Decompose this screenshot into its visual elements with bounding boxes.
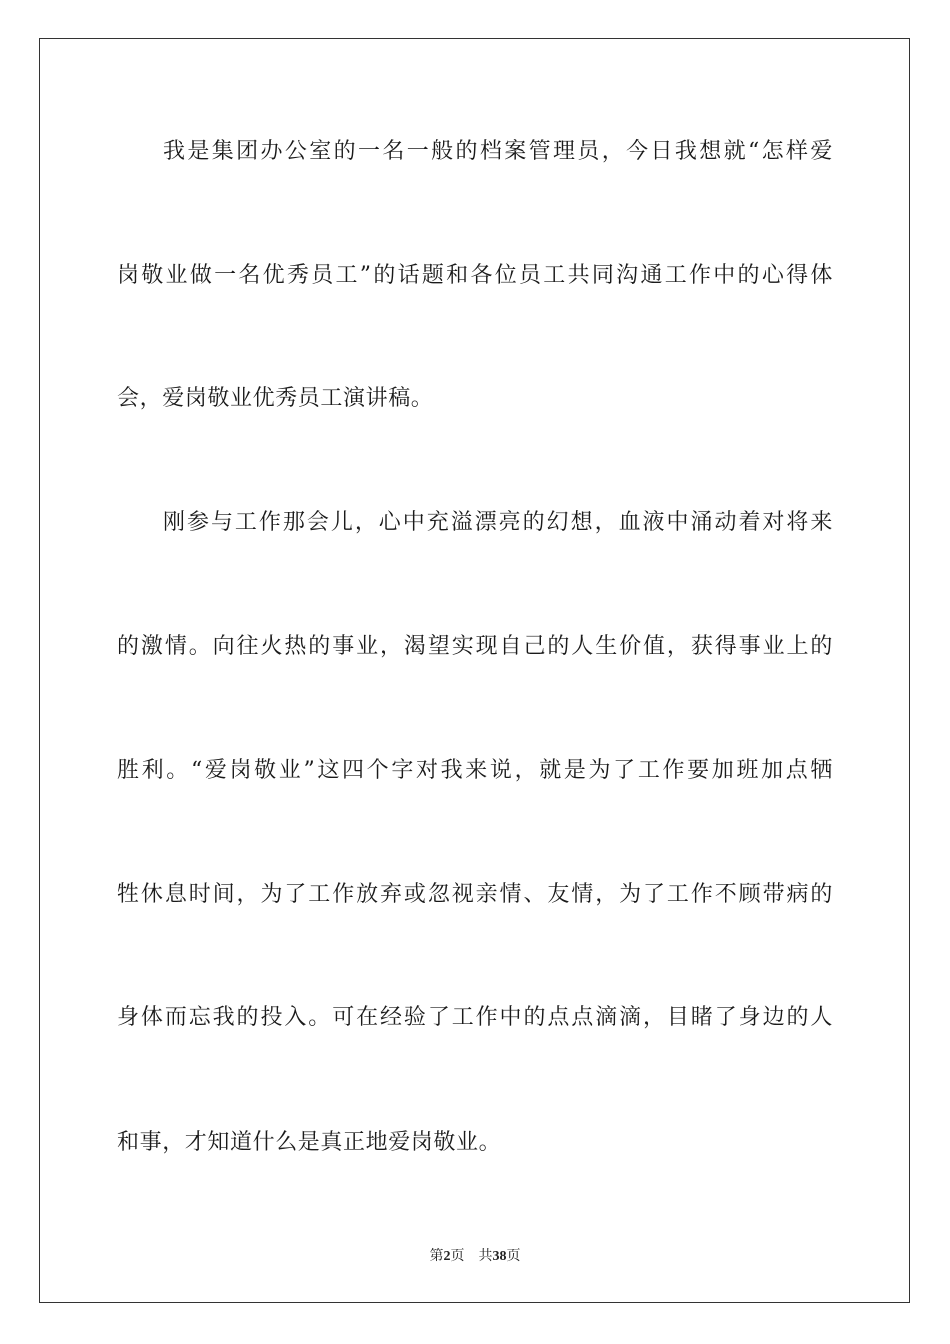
paragraph-2-line-5: 身体而忘我的投入。可在经验了工作中的点点滴滴，目睹了身边的人 (117, 1005, 833, 1030)
page-suffix: 页 (450, 1248, 465, 1264)
paragraph-2-line-6: 和事，才知道什么是真正地爱岗敬业。 (117, 1130, 502, 1155)
paragraph-1-line-3: 会，爱岗敬业优秀员工演讲稿。 (117, 386, 434, 411)
paragraph-2-line-2: 的激情。向往火热的事业，渴望实现自己的人生价值，获得事业上的 (117, 634, 833, 659)
paragraph-2-line-3: 胜利。“爱岗敬业”这四个字对我来说，就是为了工作要加班加点牺 (117, 758, 833, 783)
paragraph-2-line-4: 牲休息时间，为了工作放弃或忽视亲情、友情，为了工作不顾带病的 (117, 882, 833, 907)
paragraph-1-line-2: 岗敬业做一名优秀员工”的话题和各位员工共同沟通工作中的心得体 (117, 263, 833, 288)
paragraph-1-line-1: 我是集团办公室的一名一般的档案管理员，今日我想就“怎样爱 (163, 139, 833, 164)
page-footer (0, 1247, 950, 1266)
page-prefix: 第 (429, 1248, 444, 1264)
total-pages: 38 (492, 1249, 507, 1264)
total-suffix: 页 (506, 1248, 521, 1264)
paragraph-2-line-1: 刚参与工作那会儿，心中充溢漂亮的幻想，血液中涌动着对将来 (163, 510, 833, 535)
page-number: 2 (443, 1249, 451, 1264)
total-prefix: 共 (478, 1248, 493, 1264)
